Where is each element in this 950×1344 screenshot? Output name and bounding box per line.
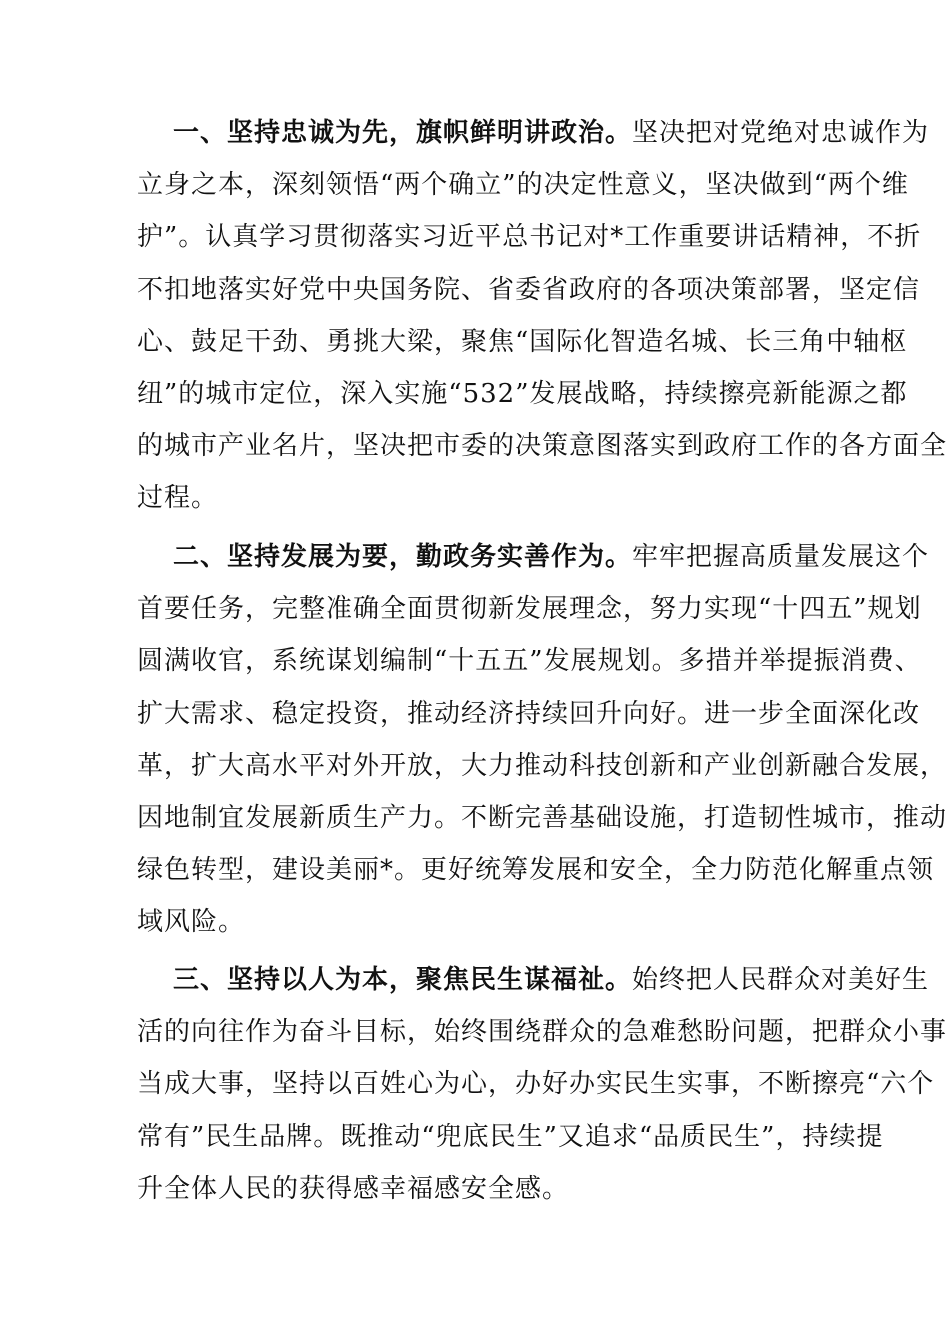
paragraph-line: 革，扩大高水平对外开放，大力推动科技创新和产业创新融合发展，: [137, 750, 948, 781]
line-text: 始终把人民群众对美好生: [632, 965, 930, 995]
line-text: 牢牢把握高质量发展这个: [632, 542, 930, 572]
paragraph-heading: 二、坚持发展为要，勤政务实善作为。: [173, 542, 633, 572]
paragraph-line: 首要任务，完整准确全面贯彻新发展理念，努力实现“十四五”规划: [137, 594, 922, 625]
paragraph-line: 扩大需求、稳定投资，推动经济持续回升向好。进一步全面深化改: [137, 698, 921, 729]
paragraph-heading: 一、坚持忠诚为先，旗帜鲜明讲政治。: [173, 118, 633, 148]
paragraph-line: [137, 954, 930, 1006]
paragraph-line: 绿色转型，建设美丽*。更好统筹发展和安全，全力防范化解重点领: [137, 855, 935, 886]
paragraph-line: 域风险。: [137, 907, 246, 938]
paragraph-line: 当成大事，坚持以百姓心为心，办好办实民生实事，不断擦亮“六个: [137, 1069, 935, 1100]
paragraph-3: [137, 954, 948, 1215]
paragraph-line: 升全体人民的获得感幸福感安全感。: [137, 1173, 570, 1204]
paragraph-line: 纽”的城市定位，深入实施“532”发展战略，持续擦亮新能源之都: [137, 378, 908, 409]
paragraph-line: 过程。: [137, 483, 219, 514]
paragraph-line: 的城市产业名片，坚决把市委的决策意图落实到政府工作的各方面全: [137, 431, 948, 462]
paragraph-line: [137, 107, 930, 159]
paragraph-line: 立身之本，深刻领悟“两个确立”的决定性意义，坚决做到“两个维: [137, 170, 909, 201]
paragraph-heading: 三、坚持以人为本，聚焦民生谋福祉。: [173, 965, 633, 995]
paragraph-line: 常有”民生品牌。既推动“兜底民生”又追求“品质民生”，持续提: [137, 1121, 884, 1152]
paragraph-line: 心、鼓足干劲、勇挑大梁，聚焦“国际化智造名城、长三角中轴枢: [137, 326, 908, 357]
line-text: 坚决把对党绝对忠诚作为: [632, 118, 930, 148]
paragraph-line: 圆满收官，系统谋划编制“十五五”发展规划。多措并举提振消费、: [137, 646, 922, 677]
paragraph-line: 因地制宜发展新质生产力。不断完善基础设施，打造韧性城市，推动: [137, 802, 948, 833]
paragraph-2: [137, 531, 948, 949]
paragraph-1: [137, 107, 948, 525]
paragraph-line: 护”。认真学习贯彻落实习近平总书记对*工作重要讲话精神，不折: [137, 222, 922, 253]
paragraph-line: 不扣地落实好党中央国务院、省委省政府的各项决策部署，坚定信: [137, 274, 921, 305]
paragraph-line: 活的向往作为奋斗目标，始终围绕群众的急难愁盼问题，把群众小事: [137, 1017, 948, 1048]
paragraph-line: [137, 531, 930, 583]
